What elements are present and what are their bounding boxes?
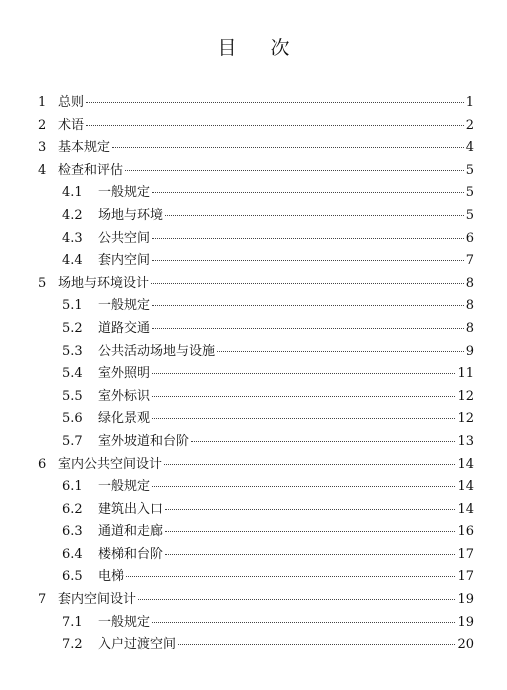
toc-entry[interactable] [38,454,474,477]
toc-entry-label: 室内公共空间设计 [58,456,163,472]
toc-dot-leader [165,215,464,216]
toc-entry-number: 5.2 [62,320,83,336]
toc-entry-label: 建筑出入口 [98,501,164,517]
toc-entry-label: 检查和评估 [58,162,124,178]
toc-entry-page-number: 5 [465,162,474,178]
toc-entry-number: 6.5 [62,569,83,585]
toc-entry-label: 道路交通 [98,320,151,336]
toc-entry-number: 4.1 [62,185,83,201]
toc-entry-label: 一般规定 [98,614,151,630]
toc-entry-label: 楼梯和台阶 [98,546,164,562]
toc-entry-page-number: 6 [465,230,474,246]
toc-entry-label: 场地与环境 [98,207,164,223]
toc-dot-leader [112,147,464,148]
toc-entry-label: 室外照明 [98,366,151,382]
toc-entry[interactable] [38,612,474,635]
toc-dot-leader [152,622,455,623]
toc-entry-number: 5.1 [62,298,83,314]
toc-dot-leader [152,328,464,329]
toc-entry-number: 4 [38,162,47,178]
toc-entry-number: 6.4 [62,546,83,562]
toc-entry-number: 2 [38,117,47,133]
toc-entry-number: 6.1 [62,479,83,495]
toc-entry-page-number: 8 [465,320,474,336]
toc-dot-leader [152,418,455,419]
toc-entry[interactable] [38,589,474,612]
toc-entry[interactable] [38,408,474,431]
toc-dot-leader [152,373,455,374]
toc-entry-label: 室外坡道和台阶 [98,433,190,449]
toc-entry[interactable] [38,499,474,522]
toc-entry-page-number: 11 [457,366,474,382]
toc-entry-page-number: 16 [457,524,474,540]
toc-entry[interactable] [38,363,474,386]
toc-entry-number: 7 [38,592,47,608]
toc-dot-leader [126,576,455,577]
toc-entry[interactable] [38,228,474,251]
page-title: 目 次 [217,37,304,59]
toc-dot-leader [152,305,464,306]
toc-entry-label: 公共活动场地与设施 [98,343,216,359]
toc-entry-page-number: 20 [457,637,474,653]
toc-entry-label: 一般规定 [98,185,151,201]
toc-entry-label: 套内空间设计 [58,592,137,608]
toc-entry-number: 4.2 [62,207,83,223]
table-of-contents [38,92,474,657]
toc-entry[interactable] [38,634,474,657]
toc-entry-label: 场地与环境设计 [58,275,150,291]
toc-dot-leader [165,509,455,510]
toc-entry-label: 通道和走廊 [98,524,164,540]
toc-entry-page-number: 19 [457,614,474,630]
toc-entry-number: 5.4 [62,366,83,382]
toc-entry-page-number: 17 [457,546,474,562]
toc-entry[interactable] [38,521,474,544]
toc-entry-page-number: 1 [465,95,474,110]
toc-entry-number: 3 [38,140,47,156]
toc-dot-leader [86,125,464,126]
toc-entry-page-number: 9 [465,343,474,359]
toc-entry-label: 套内空间 [98,253,151,269]
toc-entry[interactable] [38,544,474,567]
toc-dot-leader [86,102,464,103]
toc-entry[interactable] [38,115,474,138]
toc-entry[interactable] [38,295,474,318]
toc-entry-number: 5.6 [62,411,83,427]
toc-dot-leader [164,464,455,465]
toc-entry-label: 入户过渡空间 [98,637,177,653]
toc-entry-page-number: 12 [457,388,474,404]
toc-entry[interactable] [38,341,474,364]
toc-entry-page-number: 14 [457,479,474,495]
toc-entry-page-number: 13 [457,433,474,449]
toc-entry-number: 4.3 [62,230,83,246]
toc-entry[interactable] [38,205,474,228]
toc-entry-number: 5 [38,275,47,291]
toc-dot-leader [217,351,464,352]
toc-entry[interactable] [38,250,474,273]
toc-entry-label: 基本规定 [58,140,111,156]
toc-dot-leader [152,486,455,487]
toc-dot-leader [152,192,464,193]
toc-entry-number: 6 [38,456,47,472]
toc-entry-label: 一般规定 [98,479,151,495]
toc-entry-label: 公共空间 [98,230,151,246]
toc-entry-label: 电梯 [98,569,125,585]
toc-entry-page-number: 2 [465,117,474,133]
toc-entry-page-number: 12 [457,411,474,427]
toc-entry[interactable] [38,182,474,205]
toc-entry-number: 6.3 [62,524,83,540]
toc-entry[interactable] [38,431,474,454]
toc-entry-page-number: 14 [457,501,474,517]
toc-entry[interactable] [38,92,474,115]
toc-dot-leader [191,441,455,442]
toc-entry-label: 室外标识 [98,388,151,404]
toc-dot-leader [125,170,464,171]
toc-dot-leader [138,599,455,600]
toc-entry-number: 6.2 [62,501,83,517]
toc-dot-leader [165,554,455,555]
toc-entry-label: 绿化景观 [98,411,151,427]
toc-entry[interactable] [38,273,474,296]
toc-entry-page-number: 4 [465,140,474,156]
toc-dot-leader [152,260,464,261]
toc-dot-leader [152,238,464,239]
toc-dot-leader [178,644,455,645]
toc-entry[interactable] [38,137,474,160]
toc-entry-label: 总则 [58,95,85,110]
toc-entry-number: 7.1 [62,614,83,630]
toc-entry-number: 5.5 [62,388,83,404]
toc-entry-number: 1 [38,95,47,110]
toc-entry-page-number: 14 [457,456,474,472]
toc-entry[interactable] [38,160,474,183]
toc-dot-leader [165,531,455,532]
toc-entry-page-number: 8 [465,275,474,291]
toc-entry-label: 一般规定 [98,298,151,314]
toc-entry-page-number: 7 [465,253,474,269]
toc-entry[interactable] [38,566,474,589]
toc-entry-page-number: 5 [465,185,474,201]
toc-entry-number: 7.2 [62,637,83,653]
toc-dot-leader [152,396,455,397]
toc-entry-page-number: 19 [457,592,474,608]
toc-entry-page-number: 5 [465,207,474,223]
toc-entry-label: 术语 [58,117,85,133]
toc-entry[interactable] [38,476,474,499]
toc-entry[interactable] [38,318,474,341]
toc-entry-page-number: 8 [465,298,474,314]
toc-dot-leader [151,283,464,284]
toc-entry-number: 5.3 [62,343,83,359]
toc-entry-number: 5.7 [62,433,83,449]
toc-entry-page-number: 17 [457,569,474,585]
toc-entry-number: 4.4 [62,253,83,269]
toc-entry[interactable] [38,386,474,409]
